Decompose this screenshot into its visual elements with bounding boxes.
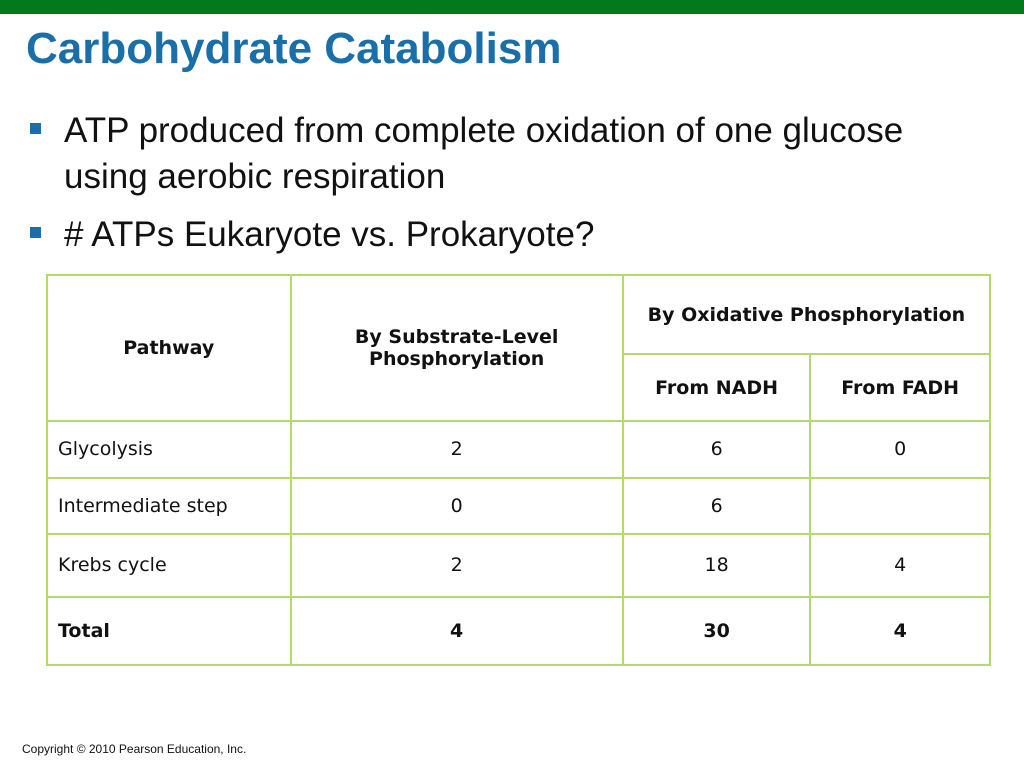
cell-fadh: 4 — [810, 534, 990, 596]
cell-pathway: Intermediate step — [47, 478, 291, 534]
table-row — [47, 534, 990, 596]
table-row — [47, 421, 990, 478]
top-accent-bar — [0, 0, 1024, 14]
bullet-list — [26, 108, 966, 270]
cell-substrate: 2 — [291, 421, 623, 478]
copyright-notice: Copyright © 2010 Pearson Education, Inc. — [22, 742, 247, 756]
slide-title: Carbohydrate Catabolism — [26, 24, 562, 73]
header-oxidative: By Oxidative Phosphorylation — [623, 275, 990, 354]
cell-substrate: 4 — [291, 597, 623, 665]
header-from-fadh: From FADH — [810, 354, 990, 420]
atp-yield-table — [46, 274, 991, 666]
cell-nadh: 6 — [623, 421, 811, 478]
header-pathway: Pathway — [47, 275, 291, 421]
cell-fadh — [810, 478, 990, 534]
cell-pathway: Glycolysis — [47, 421, 291, 478]
header-substrate-level: By Substrate-Level Phosphorylation — [291, 275, 623, 421]
cell-substrate: 2 — [291, 534, 623, 596]
cell-fadh: 0 — [810, 421, 990, 478]
cell-nadh: 6 — [623, 478, 811, 534]
bullet-text: # ATPs Eukaryote vs. Prokaryote? — [64, 215, 595, 254]
cell-substrate: 0 — [291, 478, 623, 534]
square-bullet-icon — [30, 227, 41, 238]
table-row — [47, 478, 990, 534]
cell-nadh: 30 — [623, 597, 811, 665]
cell-nadh: 18 — [623, 534, 811, 596]
cell-fadh: 4 — [810, 597, 990, 665]
table-total-row — [47, 597, 990, 665]
bullet-item — [26, 212, 966, 258]
bullet-text: ATP produced from complete oxidation of one glucose using aerobic respiration — [64, 111, 904, 196]
header-from-nadh: From NADH — [623, 354, 811, 420]
cell-pathway: Total — [47, 597, 291, 665]
square-bullet-icon — [30, 123, 41, 134]
table-header-row — [47, 275, 990, 354]
bullet-item — [26, 108, 966, 200]
cell-pathway: Krebs cycle — [47, 534, 291, 596]
